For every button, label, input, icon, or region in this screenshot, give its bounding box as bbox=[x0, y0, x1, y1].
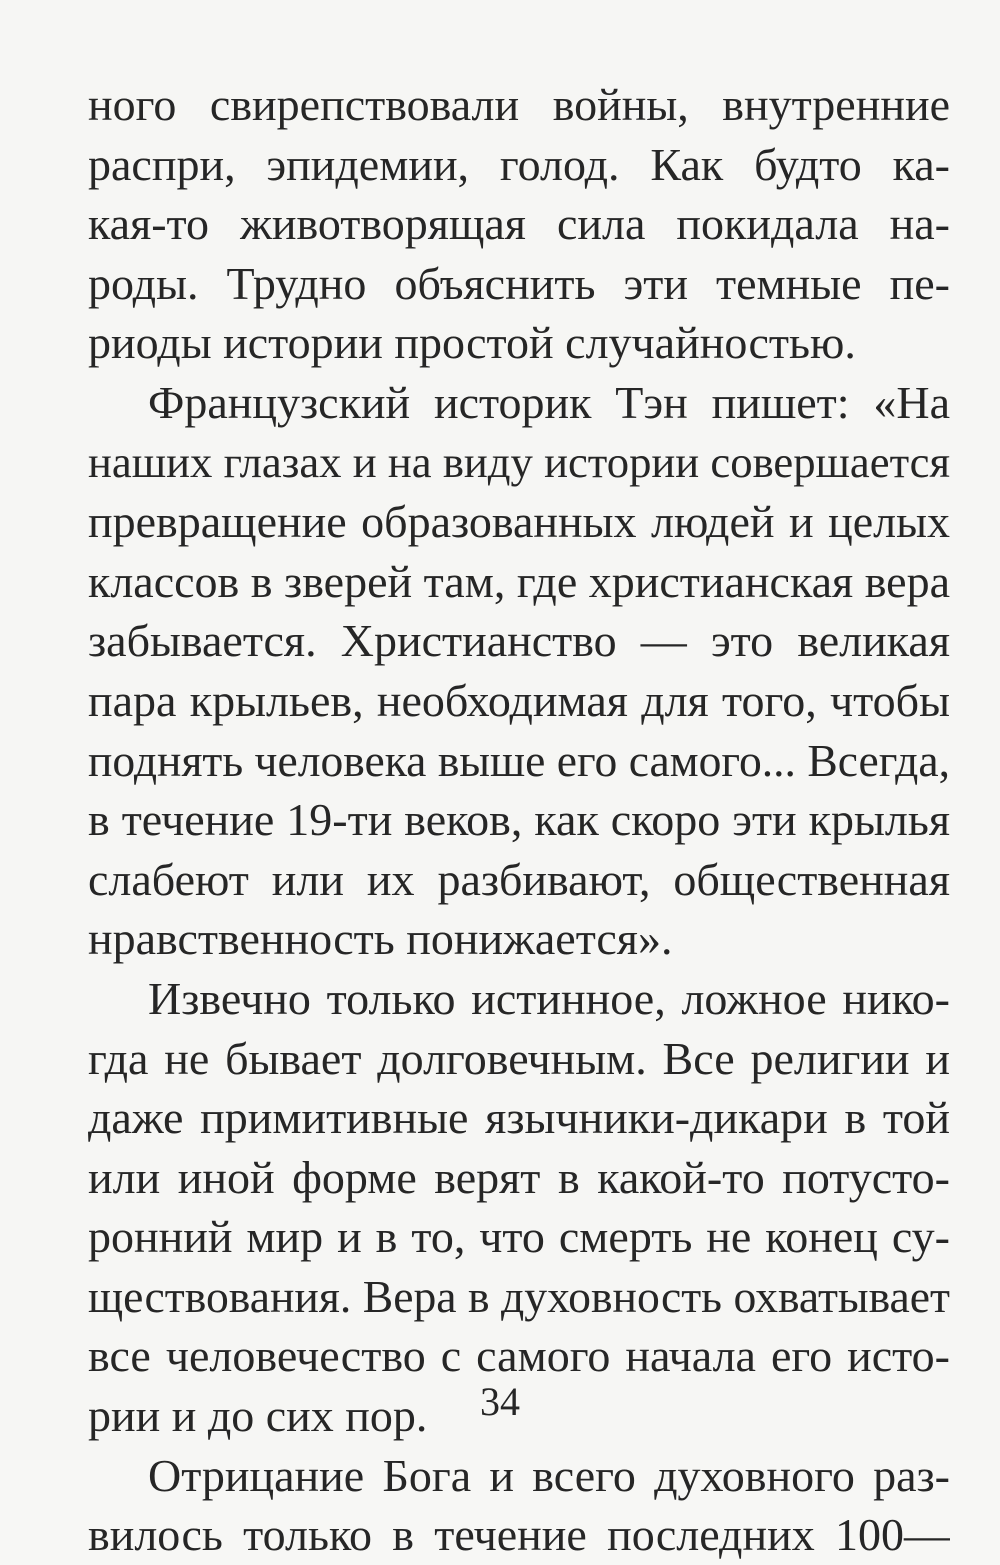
text-line: кая-то животворящая сила покидала на- bbox=[88, 198, 950, 250]
body-text bbox=[88, 75, 950, 1565]
text-line: наших глазах и на виду истории совершается bbox=[88, 436, 950, 487]
text-line: все человечество с самого начала его исто- bbox=[88, 1330, 950, 1382]
text-line: забывается. Христианство — это великая bbox=[88, 615, 950, 667]
text-line: превращение образованных людей и целых bbox=[88, 496, 950, 548]
text-line: гда не бывает долговечным. Все религии и bbox=[88, 1032, 950, 1084]
paragraph-first-line: Французский историк Тэн пишет: «На bbox=[148, 376, 950, 428]
text-line: вилось только в течение последних 100— bbox=[88, 1509, 950, 1561]
text-line: слабеют или их разбивают, общественная bbox=[88, 853, 950, 905]
text-line: нравственность понижается». bbox=[88, 913, 673, 965]
text-line: ронний мир и в то, что смерть не конец су- bbox=[88, 1211, 950, 1263]
text-line: в течение 19-ти веков, как скоро эти крылья bbox=[88, 794, 950, 846]
text-line: классов в зверей там, где христианская вера bbox=[88, 555, 950, 607]
paragraph-first-line: Отрицание Бога и всего духовного раз- bbox=[148, 1449, 950, 1501]
text-line: распри, эпидемии, голод. Как будто ка- bbox=[88, 138, 950, 190]
text-line: или иной форме верят в какой-то потусто- bbox=[88, 1151, 950, 1203]
text-line: ществования. Вера в духовность охватывает bbox=[88, 1270, 950, 1322]
text-line: риоды истории простой случайностью. bbox=[88, 317, 856, 369]
text-line: пара крыльев, необходимая для того, чтобы bbox=[88, 674, 950, 726]
page-number: 34 bbox=[480, 1379, 520, 1424]
text-line: ного свирепствовали войны, внутренние bbox=[88, 79, 950, 130]
text-line: даже примитивные язычники-дикари в той bbox=[88, 1092, 950, 1144]
text-line: поднять человека выше его самого... Всегда, bbox=[88, 734, 950, 786]
text-line: роды. Трудно объяснить эти темные пе- bbox=[88, 257, 950, 309]
paragraph-first-line: Извечно только истинное, ложное нико- bbox=[148, 972, 950, 1024]
text-line: рии и до сих пор. bbox=[88, 1390, 428, 1442]
